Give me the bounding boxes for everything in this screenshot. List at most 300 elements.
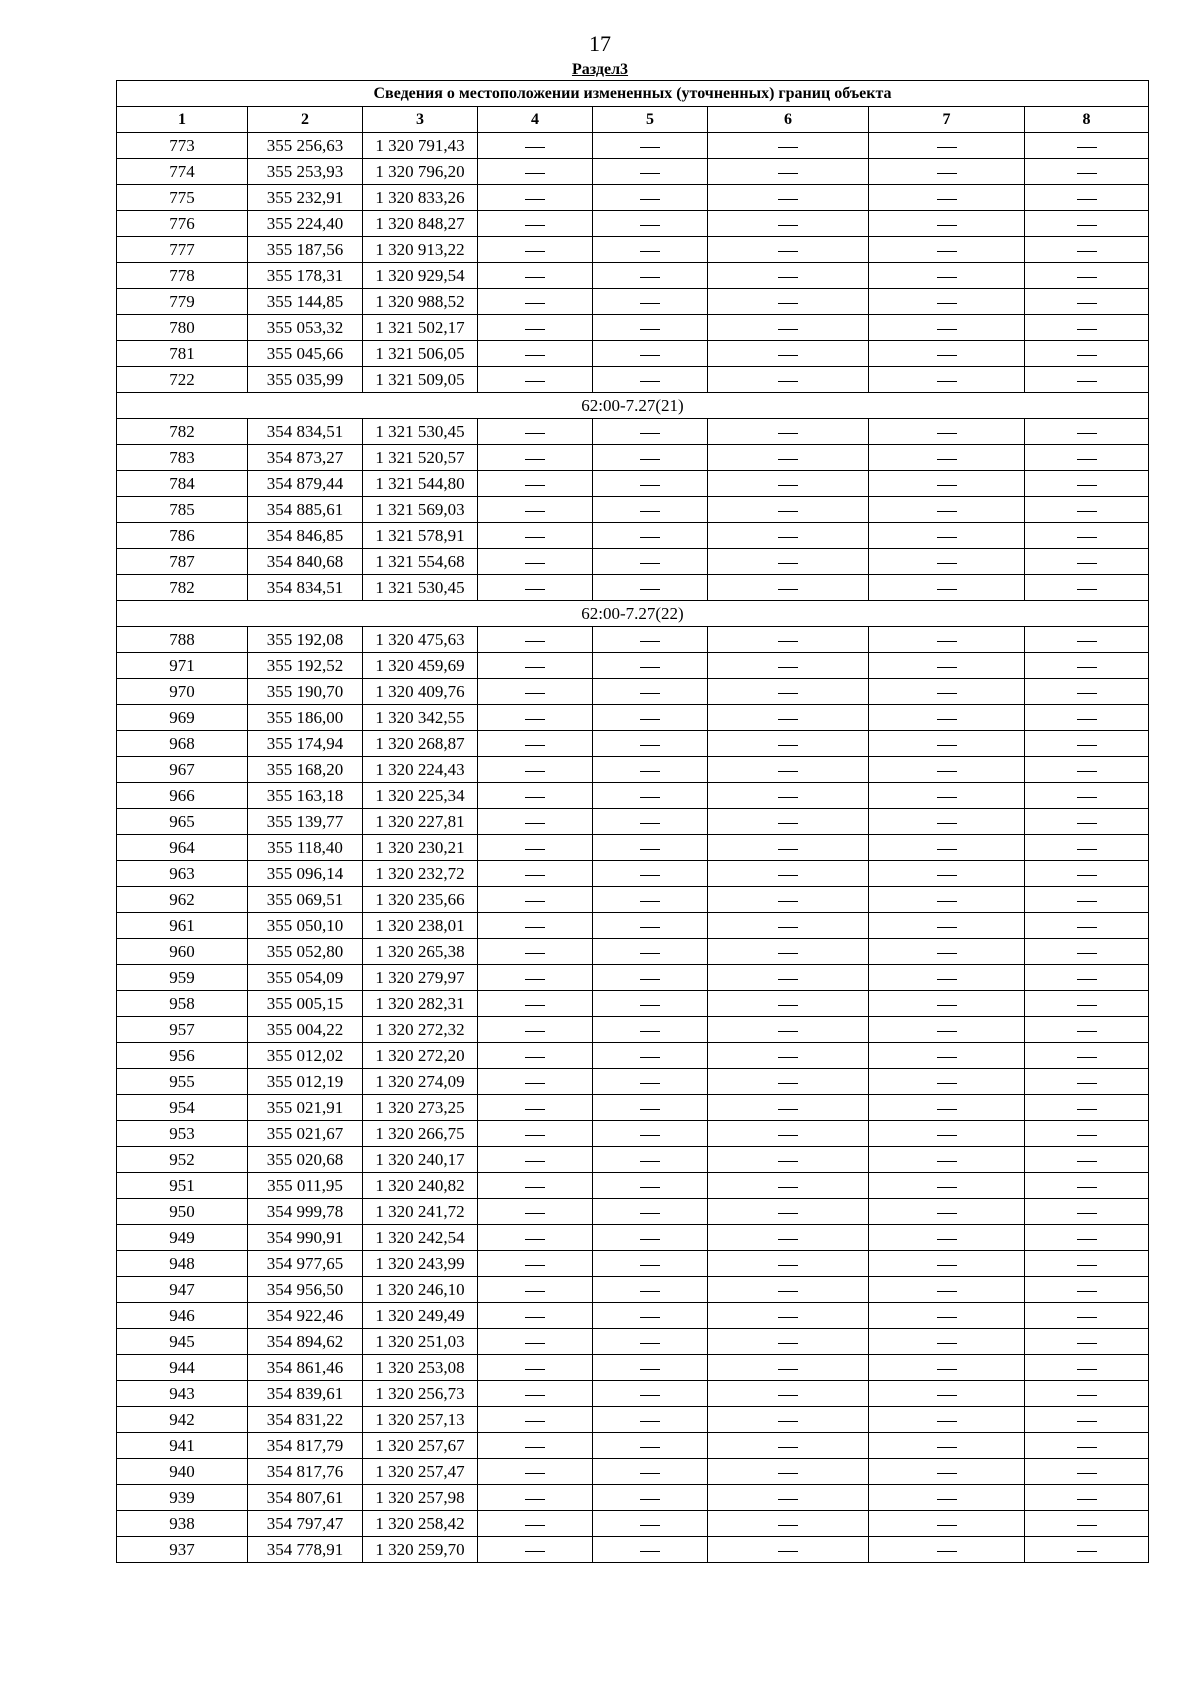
column-header: 1: [117, 107, 248, 133]
empty-value-cell: [478, 809, 593, 835]
y-coordinate-cell: 1 320 240,82: [363, 1173, 478, 1199]
dash-mark: [525, 1187, 545, 1188]
y-coordinate-cell: 1 320 459,69: [363, 653, 478, 679]
empty-value-cell: [708, 497, 869, 523]
dash-mark: [937, 1005, 957, 1006]
empty-value-cell: [478, 1485, 593, 1511]
x-coordinate-cell: 354 922,46: [248, 1303, 363, 1329]
dash-mark: [525, 1005, 545, 1006]
dash-mark: [525, 459, 545, 460]
dash-mark: [937, 1135, 957, 1136]
empty-value-cell: [478, 1121, 593, 1147]
point-number-cell: 937: [117, 1537, 248, 1563]
empty-value-cell: [708, 549, 869, 575]
y-coordinate-cell: 1 320 246,10: [363, 1277, 478, 1303]
table-row: [117, 809, 1149, 835]
empty-value-cell: [478, 939, 593, 965]
dash-mark: [778, 1317, 798, 1318]
point-number-cell: 942: [117, 1407, 248, 1433]
x-coordinate-cell: 355 144,85: [248, 289, 363, 315]
dash-mark: [1077, 641, 1097, 642]
y-coordinate-cell: 1 320 833,26: [363, 185, 478, 211]
empty-value-cell: [708, 1511, 869, 1537]
point-number-cell: 777: [117, 237, 248, 263]
table-row: [117, 419, 1149, 445]
dash-mark: [640, 1291, 660, 1292]
table-row: [117, 1173, 1149, 1199]
y-coordinate-cell: 1 320 988,52: [363, 289, 478, 315]
table-row: [117, 1511, 1149, 1537]
empty-value-cell: [708, 367, 869, 393]
dash-mark: [640, 875, 660, 876]
dash-mark: [1077, 589, 1097, 590]
point-number-cell: 957: [117, 1017, 248, 1043]
empty-value-cell: [593, 575, 708, 601]
x-coordinate-cell: 354 834,51: [248, 575, 363, 601]
empty-value-cell: [708, 1381, 869, 1407]
empty-value-cell: [593, 1459, 708, 1485]
table-row: [117, 965, 1149, 991]
empty-value-cell: [1025, 653, 1149, 679]
dash-mark: [1077, 303, 1097, 304]
dash-mark: [778, 641, 798, 642]
empty-value-cell: [1025, 783, 1149, 809]
table-row: [117, 939, 1149, 965]
dash-mark: [525, 277, 545, 278]
empty-value-cell: [478, 1173, 593, 1199]
y-coordinate-cell: 1 320 257,67: [363, 1433, 478, 1459]
x-coordinate-cell: 354 817,79: [248, 1433, 363, 1459]
dash-mark: [778, 433, 798, 434]
dash-mark: [640, 1187, 660, 1188]
y-coordinate-cell: 1 320 256,73: [363, 1381, 478, 1407]
empty-value-cell: [869, 575, 1025, 601]
dash-mark: [640, 1421, 660, 1422]
empty-value-cell: [1025, 1199, 1149, 1225]
x-coordinate-cell: 355 192,52: [248, 653, 363, 679]
dash-mark: [1077, 1005, 1097, 1006]
dash-mark: [778, 1239, 798, 1240]
empty-value-cell: [708, 1121, 869, 1147]
table-row: [117, 1043, 1149, 1069]
empty-value-cell: [708, 237, 869, 263]
y-coordinate-cell: 1 320 273,25: [363, 1095, 478, 1121]
empty-value-cell: [593, 237, 708, 263]
empty-value-cell: [593, 1147, 708, 1173]
dash-mark: [525, 1343, 545, 1344]
empty-value-cell: [708, 1329, 869, 1355]
point-number-cell: 946: [117, 1303, 248, 1329]
group-label: 62:00-7.27(22): [117, 601, 1149, 627]
dash-mark: [778, 1213, 798, 1214]
x-coordinate-cell: 355 187,56: [248, 237, 363, 263]
empty-value-cell: [593, 653, 708, 679]
empty-value-cell: [1025, 1485, 1149, 1511]
x-coordinate-cell: 355 069,51: [248, 887, 363, 913]
empty-value-cell: [1025, 367, 1149, 393]
dash-mark: [1077, 173, 1097, 174]
empty-value-cell: [593, 367, 708, 393]
empty-value-cell: [1025, 861, 1149, 887]
empty-value-cell: [593, 1537, 708, 1563]
empty-value-cell: [869, 263, 1025, 289]
table-row: [117, 1381, 1149, 1407]
point-number-cell: 954: [117, 1095, 248, 1121]
table-row: [117, 705, 1149, 731]
page-number: 17: [589, 31, 611, 56]
dash-mark: [1077, 355, 1097, 356]
empty-value-cell: [478, 1043, 593, 1069]
point-number-cell: 786: [117, 523, 248, 549]
dash-mark: [1077, 901, 1097, 902]
y-coordinate-cell: 1 320 258,42: [363, 1511, 478, 1537]
point-number-cell: 943: [117, 1381, 248, 1407]
dash-mark: [640, 355, 660, 356]
dash-mark: [937, 537, 957, 538]
empty-value-cell: [869, 1017, 1025, 1043]
y-coordinate-cell: 1 320 929,54: [363, 263, 478, 289]
dash-mark: [1077, 1369, 1097, 1370]
x-coordinate-cell: 355 192,08: [248, 627, 363, 653]
empty-value-cell: [708, 471, 869, 497]
table-row: [117, 133, 1149, 159]
point-number-cell: 967: [117, 757, 248, 783]
empty-value-cell: [869, 783, 1025, 809]
x-coordinate-cell: 354 839,61: [248, 1381, 363, 1407]
dash-mark: [778, 1473, 798, 1474]
dash-mark: [640, 1239, 660, 1240]
dash-mark: [640, 849, 660, 850]
empty-value-cell: [593, 809, 708, 835]
empty-value-cell: [869, 1407, 1025, 1433]
dash-mark: [525, 1369, 545, 1370]
empty-value-cell: [708, 341, 869, 367]
dash-mark: [778, 1265, 798, 1266]
empty-value-cell: [478, 1459, 593, 1485]
table-row: [117, 991, 1149, 1017]
column-header-row: [117, 107, 1149, 133]
empty-value-cell: [869, 159, 1025, 185]
table-row: [117, 1407, 1149, 1433]
empty-value-cell: [1025, 1095, 1149, 1121]
x-coordinate-cell: 355 096,14: [248, 861, 363, 887]
dash-mark: [1077, 1447, 1097, 1448]
dash-mark: [640, 537, 660, 538]
dash-mark: [640, 1031, 660, 1032]
dash-mark: [937, 641, 957, 642]
table-row: [117, 1199, 1149, 1225]
empty-value-cell: [478, 705, 593, 731]
x-coordinate-cell: 354 894,62: [248, 1329, 363, 1355]
dash-mark: [778, 771, 798, 772]
dash-mark: [525, 719, 545, 720]
y-coordinate-cell: 1 320 791,43: [363, 133, 478, 159]
dash-mark: [525, 381, 545, 382]
empty-value-cell: [869, 1121, 1025, 1147]
empty-value-cell: [869, 367, 1025, 393]
dash-mark: [778, 381, 798, 382]
empty-value-cell: [1025, 1381, 1149, 1407]
empty-value-cell: [593, 263, 708, 289]
y-coordinate-cell: 1 320 224,43: [363, 757, 478, 783]
empty-value-cell: [869, 1329, 1025, 1355]
dash-mark: [937, 771, 957, 772]
dash-mark: [937, 381, 957, 382]
dash-mark: [640, 771, 660, 772]
table-row: [117, 757, 1149, 783]
y-coordinate-cell: 1 321 502,17: [363, 315, 478, 341]
empty-value-cell: [593, 1017, 708, 1043]
empty-value-cell: [593, 1407, 708, 1433]
empty-value-cell: [708, 445, 869, 471]
column-header: 6: [708, 107, 869, 133]
dash-mark: [525, 199, 545, 200]
point-number-cell: 968: [117, 731, 248, 757]
point-number-cell: 965: [117, 809, 248, 835]
dash-mark: [640, 589, 660, 590]
point-number-cell: 962: [117, 887, 248, 913]
dash-mark: [1077, 719, 1097, 720]
empty-value-cell: [478, 1277, 593, 1303]
empty-value-cell: [1025, 1329, 1149, 1355]
dash-mark: [640, 823, 660, 824]
dash-mark: [1077, 849, 1097, 850]
y-coordinate-cell: 1 320 272,32: [363, 1017, 478, 1043]
empty-value-cell: [869, 211, 1025, 237]
empty-value-cell: [593, 1225, 708, 1251]
dash-mark: [525, 771, 545, 772]
table-row: [117, 1251, 1149, 1277]
dash-mark: [640, 693, 660, 694]
empty-value-cell: [708, 939, 869, 965]
empty-value-cell: [1025, 965, 1149, 991]
table-caption: Сведения о местоположении измененных (уточненных) границ объекта: [117, 81, 1149, 107]
dash-mark: [778, 1551, 798, 1552]
point-number-cell: 958: [117, 991, 248, 1017]
empty-value-cell: [478, 497, 593, 523]
dash-mark: [1077, 797, 1097, 798]
dash-mark: [640, 1135, 660, 1136]
empty-value-cell: [1025, 913, 1149, 939]
y-coordinate-cell: 1 321 554,68: [363, 549, 478, 575]
point-number-cell: 782: [117, 419, 248, 445]
dash-mark: [778, 719, 798, 720]
empty-value-cell: [869, 289, 1025, 315]
empty-value-cell: [478, 237, 593, 263]
empty-value-cell: [478, 367, 593, 393]
empty-value-cell: [1025, 887, 1149, 913]
point-number-cell: 969: [117, 705, 248, 731]
dash-mark: [937, 1551, 957, 1552]
dash-mark: [525, 511, 545, 512]
dash-mark: [778, 745, 798, 746]
x-coordinate-cell: 355 021,91: [248, 1095, 363, 1121]
empty-value-cell: [593, 159, 708, 185]
x-coordinate-cell: 355 050,10: [248, 913, 363, 939]
empty-value-cell: [593, 471, 708, 497]
dash-mark: [937, 251, 957, 252]
empty-value-cell: [708, 575, 869, 601]
point-number-cell: 939: [117, 1485, 248, 1511]
dash-mark: [525, 303, 545, 304]
empty-value-cell: [869, 835, 1025, 861]
empty-value-cell: [478, 549, 593, 575]
empty-value-cell: [1025, 939, 1149, 965]
empty-value-cell: [478, 341, 593, 367]
x-coordinate-cell: 355 178,31: [248, 263, 363, 289]
dash-mark: [640, 1057, 660, 1058]
dash-mark: [778, 147, 798, 148]
point-number-cell: 722: [117, 367, 248, 393]
empty-value-cell: [869, 939, 1025, 965]
y-coordinate-cell: 1 321 530,45: [363, 575, 478, 601]
empty-value-cell: [478, 1329, 593, 1355]
dash-mark: [1077, 1057, 1097, 1058]
empty-value-cell: [708, 783, 869, 809]
dash-mark: [525, 1421, 545, 1422]
point-number-cell: 940: [117, 1459, 248, 1485]
empty-value-cell: [708, 1043, 869, 1069]
empty-value-cell: [1025, 159, 1149, 185]
dash-mark: [1077, 771, 1097, 772]
y-coordinate-cell: 1 320 230,21: [363, 835, 478, 861]
table-row: [117, 289, 1149, 315]
empty-value-cell: [478, 913, 593, 939]
dash-mark: [1077, 823, 1097, 824]
dash-mark: [1077, 225, 1097, 226]
empty-value-cell: [1025, 575, 1149, 601]
dash-mark: [640, 667, 660, 668]
x-coordinate-cell: 354 956,50: [248, 1277, 363, 1303]
y-coordinate-cell: 1 320 265,38: [363, 939, 478, 965]
empty-value-cell: [478, 523, 593, 549]
empty-value-cell: [708, 1173, 869, 1199]
empty-value-cell: [478, 757, 593, 783]
empty-value-cell: [478, 1095, 593, 1121]
empty-value-cell: [593, 1069, 708, 1095]
empty-value-cell: [593, 1433, 708, 1459]
dash-mark: [640, 199, 660, 200]
dash-mark: [525, 797, 545, 798]
point-number-cell: 787: [117, 549, 248, 575]
table-row: [117, 341, 1149, 367]
empty-value-cell: [869, 471, 1025, 497]
dash-mark: [640, 173, 660, 174]
empty-value-cell: [708, 1459, 869, 1485]
empty-value-cell: [593, 861, 708, 887]
y-coordinate-cell: 1 321 530,45: [363, 419, 478, 445]
point-number-cell: 956: [117, 1043, 248, 1069]
empty-value-cell: [869, 1251, 1025, 1277]
empty-value-cell: [478, 1511, 593, 1537]
dash-mark: [1077, 927, 1097, 928]
empty-value-cell: [478, 653, 593, 679]
dash-mark: [525, 823, 545, 824]
empty-value-cell: [1025, 835, 1149, 861]
dash-mark: [937, 1317, 957, 1318]
dash-mark: [778, 823, 798, 824]
empty-value-cell: [708, 705, 869, 731]
dash-mark: [525, 901, 545, 902]
x-coordinate-cell: 355 232,91: [248, 185, 363, 211]
dash-mark: [778, 563, 798, 564]
dash-mark: [937, 563, 957, 564]
empty-value-cell: [869, 705, 1025, 731]
empty-value-cell: [478, 1017, 593, 1043]
point-number-cell: 959: [117, 965, 248, 991]
dash-mark: [778, 1395, 798, 1396]
x-coordinate-cell: 354 977,65: [248, 1251, 363, 1277]
y-coordinate-cell: 1 320 238,01: [363, 913, 478, 939]
y-coordinate-cell: 1 320 241,72: [363, 1199, 478, 1225]
dash-mark: [1077, 537, 1097, 538]
table-row: [117, 159, 1149, 185]
empty-value-cell: [708, 419, 869, 445]
empty-value-cell: [708, 913, 869, 939]
table-row: [117, 861, 1149, 887]
dash-mark: [778, 199, 798, 200]
point-number-cell: 971: [117, 653, 248, 679]
empty-value-cell: [593, 1381, 708, 1407]
empty-value-cell: [478, 1251, 593, 1277]
x-coordinate-cell: 355 011,95: [248, 1173, 363, 1199]
x-coordinate-cell: 354 807,61: [248, 1485, 363, 1511]
dash-mark: [937, 1161, 957, 1162]
dash-mark: [1077, 875, 1097, 876]
empty-value-cell: [708, 1225, 869, 1251]
table-row: [117, 1095, 1149, 1121]
dash-mark: [778, 953, 798, 954]
empty-value-cell: [1025, 757, 1149, 783]
dash-mark: [778, 329, 798, 330]
empty-value-cell: [478, 731, 593, 757]
point-number-cell: 948: [117, 1251, 248, 1277]
point-number-cell: 963: [117, 861, 248, 887]
empty-value-cell: [478, 1355, 593, 1381]
dash-mark: [1077, 667, 1097, 668]
dash-mark: [937, 693, 957, 694]
dash-mark: [1077, 329, 1097, 330]
empty-value-cell: [1025, 1511, 1149, 1537]
empty-value-cell: [478, 1433, 593, 1459]
dash-mark: [937, 1187, 957, 1188]
dash-mark: [1077, 277, 1097, 278]
table-row: [117, 523, 1149, 549]
table-row: [117, 497, 1149, 523]
empty-value-cell: [869, 965, 1025, 991]
dash-mark: [525, 329, 545, 330]
point-number-cell: 784: [117, 471, 248, 497]
x-coordinate-cell: 354 834,51: [248, 419, 363, 445]
empty-value-cell: [869, 627, 1025, 653]
table-row: [117, 575, 1149, 601]
y-coordinate-cell: 1 320 249,49: [363, 1303, 478, 1329]
y-coordinate-cell: 1 321 569,03: [363, 497, 478, 523]
dash-mark: [1077, 1499, 1097, 1500]
dash-mark: [640, 381, 660, 382]
empty-value-cell: [478, 471, 593, 497]
empty-value-cell: [478, 419, 593, 445]
empty-value-cell: [869, 523, 1025, 549]
empty-value-cell: [1025, 1355, 1149, 1381]
x-coordinate-cell: 355 004,22: [248, 1017, 363, 1043]
table-row: [117, 367, 1149, 393]
x-coordinate-cell: 355 045,66: [248, 341, 363, 367]
dash-mark: [1077, 745, 1097, 746]
empty-value-cell: [708, 185, 869, 211]
dash-mark: [778, 849, 798, 850]
y-coordinate-cell: 1 321 506,05: [363, 341, 478, 367]
